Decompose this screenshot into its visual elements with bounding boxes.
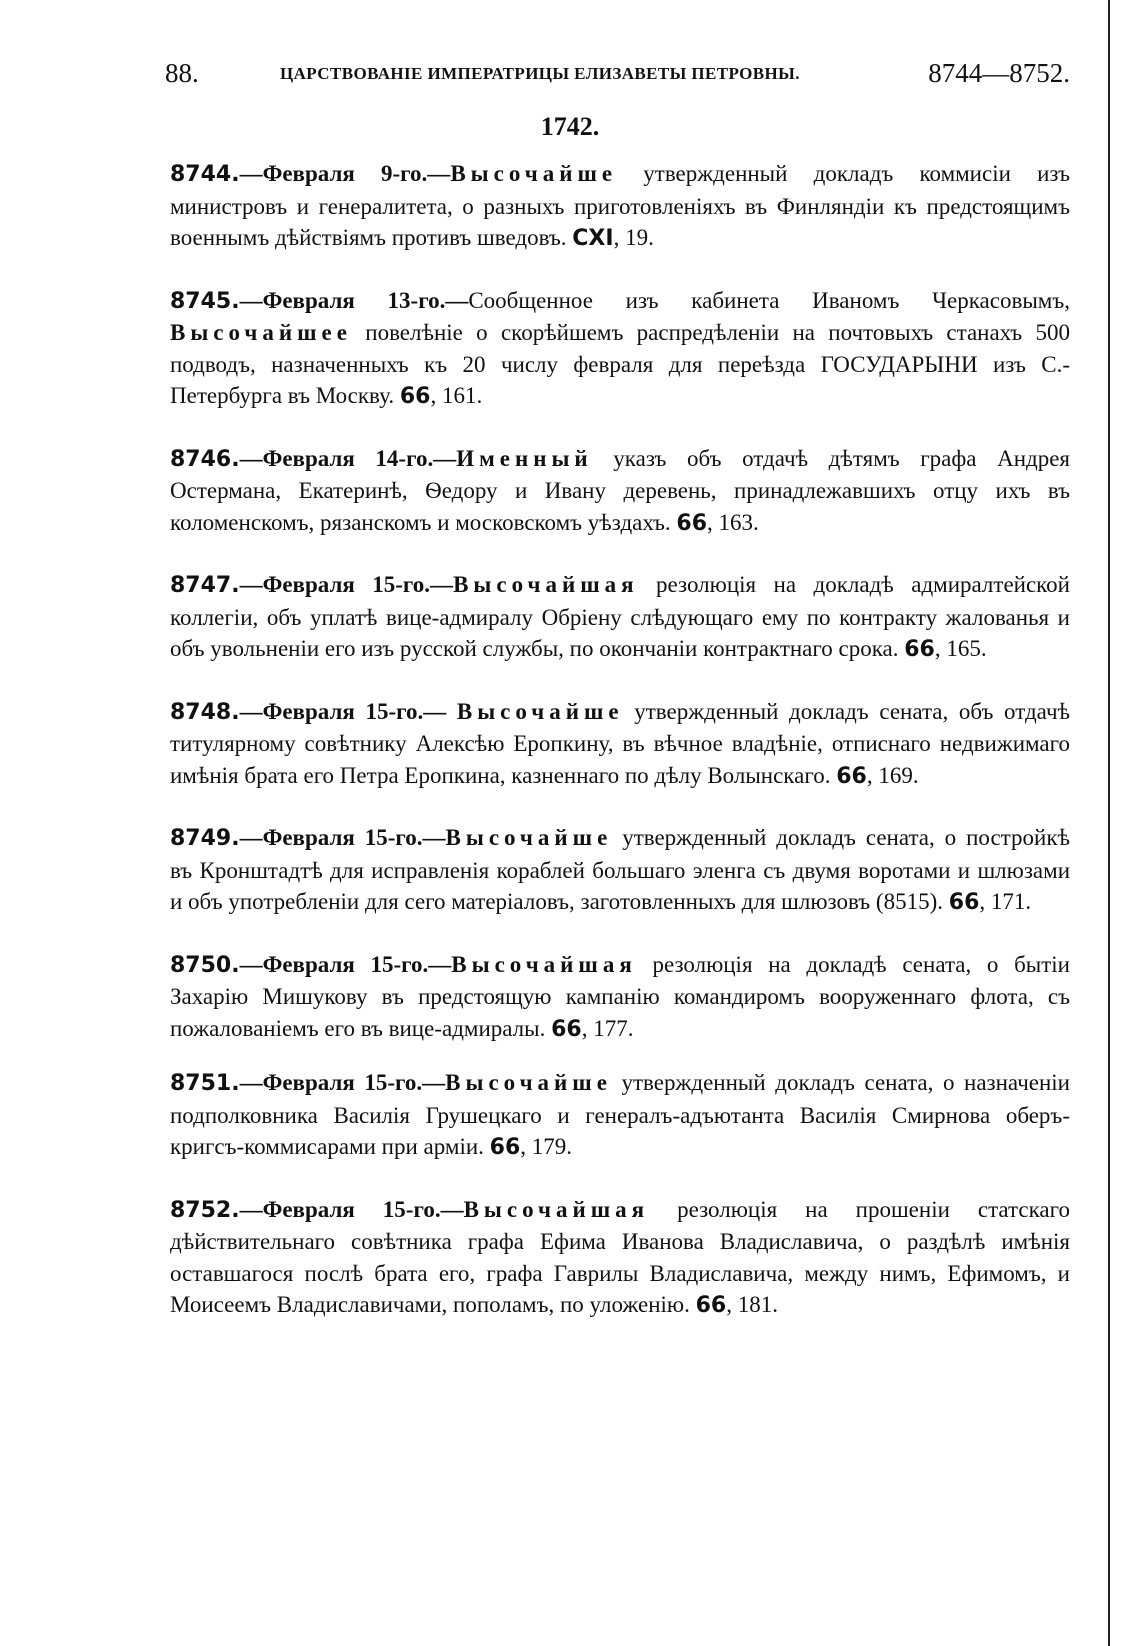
entry-date: —Февраля 15-го.— bbox=[239, 1196, 464, 1222]
entry-spaced-word: Высочайше bbox=[445, 1070, 612, 1095]
entry-volume: 66 bbox=[904, 637, 935, 662]
entry-number: 8750. bbox=[170, 952, 240, 978]
entry-number: 8747. bbox=[170, 573, 240, 598]
running-header bbox=[165, 58, 1070, 98]
entry bbox=[170, 569, 1070, 666]
entry-number: 8751. bbox=[170, 1071, 240, 1096]
entry-volume: 66 bbox=[836, 763, 867, 789]
entry-spaced-word: Высочайшая bbox=[453, 572, 639, 597]
entry-volume: 66 bbox=[551, 1016, 582, 1042]
entry-page-ref: , 161. bbox=[430, 383, 483, 408]
entry-text: резолюція на прошеніи статскаго дѣйствительнаго совѣтника графа Ефима Иванова Владиславича, о раздѣлѣ имѣнія оставшагося послѣ брата его, графа Гаврилы Владиславича, между нимъ, Ефимомъ, и Моисеемъ Владиславичами, пополамъ, по уложенію. bbox=[170, 1196, 1070, 1317]
entry-spaced-word: Высочайшая bbox=[451, 951, 637, 977]
entry-spaced-word: Высочайшая bbox=[463, 1196, 650, 1222]
entry-text: повелѣніе о скорѣйшемъ распредѣленіи на почтовыхъ станахъ 500 подводъ, назначенныхъ къ 20 числу февраля для переѣзда ГОСУДАРЫНИ изъ С.-Петербурга въ Москву. bbox=[170, 320, 1070, 408]
entry-range: 8744—8752. bbox=[928, 58, 1070, 88]
page-edge-rule bbox=[1108, 0, 1110, 1646]
entry-spaced-word: Высочайшее bbox=[170, 320, 352, 345]
entry-spaced-word: Именный bbox=[456, 445, 593, 471]
entry-number: 8748. bbox=[170, 699, 240, 725]
entry-date: —Февраля 15-го.— bbox=[239, 572, 454, 597]
entry bbox=[170, 1067, 1070, 1164]
entries-list bbox=[170, 158, 1070, 1322]
entry bbox=[170, 949, 1070, 1046]
entry-page-ref: , 165. bbox=[934, 636, 987, 661]
entry-volume: 66 bbox=[676, 510, 708, 536]
year-heading: 1742. bbox=[540, 112, 600, 141]
entry-date: —Февраля 15-го.— bbox=[239, 951, 452, 977]
entry-number: 8746. bbox=[170, 446, 240, 472]
entry-text: резолюція на докладѣ сената, о бытіи Захарію Мишукову въ предстоящую кампанію командиромъ вооруженнаго флота, съ пожалованіемъ его въ вице-адмиралы. bbox=[170, 951, 1070, 1041]
entry-page-ref: , 19. bbox=[613, 225, 654, 250]
entry-volume: CXI bbox=[572, 226, 614, 251]
entry-volume: 66 bbox=[399, 384, 431, 409]
entry-spaced-word: Высочайше bbox=[450, 161, 618, 186]
entry-number: 8752. bbox=[170, 1197, 240, 1223]
page-number: 88. bbox=[165, 58, 199, 88]
entry bbox=[170, 1194, 1070, 1322]
entry-date: —Февраля 13-го.— bbox=[239, 287, 469, 313]
entry-page-ref: , 181. bbox=[726, 1292, 778, 1317]
entry-page-ref: , 171. bbox=[979, 889, 1032, 914]
entry-page-ref: , 177. bbox=[581, 1015, 634, 1041]
entry-text-pre: Сообщенное изъ кабинета Иваномъ Черкасовымъ, bbox=[468, 287, 1070, 313]
entry-volume: 66 bbox=[695, 1293, 727, 1318]
entry bbox=[170, 285, 1070, 413]
entry bbox=[170, 822, 1070, 919]
entry-number: 8745. bbox=[170, 288, 240, 314]
entry bbox=[170, 158, 1070, 255]
entry-date: —Февраля 15-го.— bbox=[239, 825, 446, 850]
entry-text: утвержденный докладъ сената, объ отдачѣ титулярному совѣтнику Алексѣю Еропкину, въ вѣчное владѣніе, отписнаго недвижимаго имѣнія брата его Петра Еропкина, казненнаго по дѣлу Волынскаго. bbox=[170, 698, 1070, 788]
entry-text: утвержденный докладъ сената, о постройкѣ въ Кронштадтѣ для исправленія кораблей большаго эленга съ двумя воротами и шлюзами и объ употребленіи для сего матеріаловъ, заготовленныхъ для шлюзовъ (8515). bbox=[170, 825, 1070, 914]
entry-page-ref: , 163. bbox=[707, 509, 759, 535]
entry-text: указъ объ отдачѣ дѣтямъ графа Андрея Остермана, Екатеринѣ, Ѳедору и Ивану деревень, принадлежавшихъ отцу ихъ въ коломенскомъ, рязанскомъ и московскомъ уѣздахъ. bbox=[170, 445, 1070, 535]
entry-text: утвержденный докладъ коммисіи изъ министровъ и генералитета, о разныхъ приготовленіяхъ въ Финляндіи къ предстоящимъ военнымъ дѣйствіямъ противъ шведовъ. bbox=[170, 161, 1070, 250]
entry-number: 8744. bbox=[170, 162, 240, 187]
entry-page-ref: , 169. bbox=[866, 762, 919, 788]
entry-number: 8749. bbox=[170, 826, 240, 851]
entry bbox=[170, 696, 1070, 793]
entry-volume: 66 bbox=[489, 1135, 521, 1160]
entry-spaced-word: Высочайше bbox=[445, 825, 613, 850]
entry-date: —Февраля 15-го.— bbox=[239, 698, 457, 724]
entry-text: резолюція на докладѣ адмиралтейской коллегіи, объ уплатѣ вице-адмиралу Обріену слѣдующаго ему по контракту жалованья и объ увольненіи его изъ русской службы, по окончаніи контрактнаго срока. bbox=[170, 572, 1070, 661]
entry-page-ref: , 179. bbox=[520, 1134, 573, 1159]
entry-date: —Февраля 15-го.— bbox=[239, 1070, 446, 1095]
entry-date: —Февраля 9-го.— bbox=[239, 161, 451, 186]
entry-spaced-word: Высочайше bbox=[456, 698, 624, 724]
entry bbox=[170, 443, 1070, 540]
entry-text: утвержденный докладъ сената, о назначеніи подполковника Василія Грушецкаго и генералъ-адъютанта Василія Смирнова оберъ-кригсъ-коммисарами при арміи. bbox=[170, 1070, 1070, 1159]
entry-date: —Февраля 14-го.— bbox=[239, 445, 457, 471]
entry-volume: 66 bbox=[948, 890, 980, 915]
running-title: ЦАРСТВОВАНІЕ ИМПЕРАТРИЦЫ ЕЛИЗАВЕТЫ ПЕТРОВНЫ. bbox=[280, 64, 800, 83]
